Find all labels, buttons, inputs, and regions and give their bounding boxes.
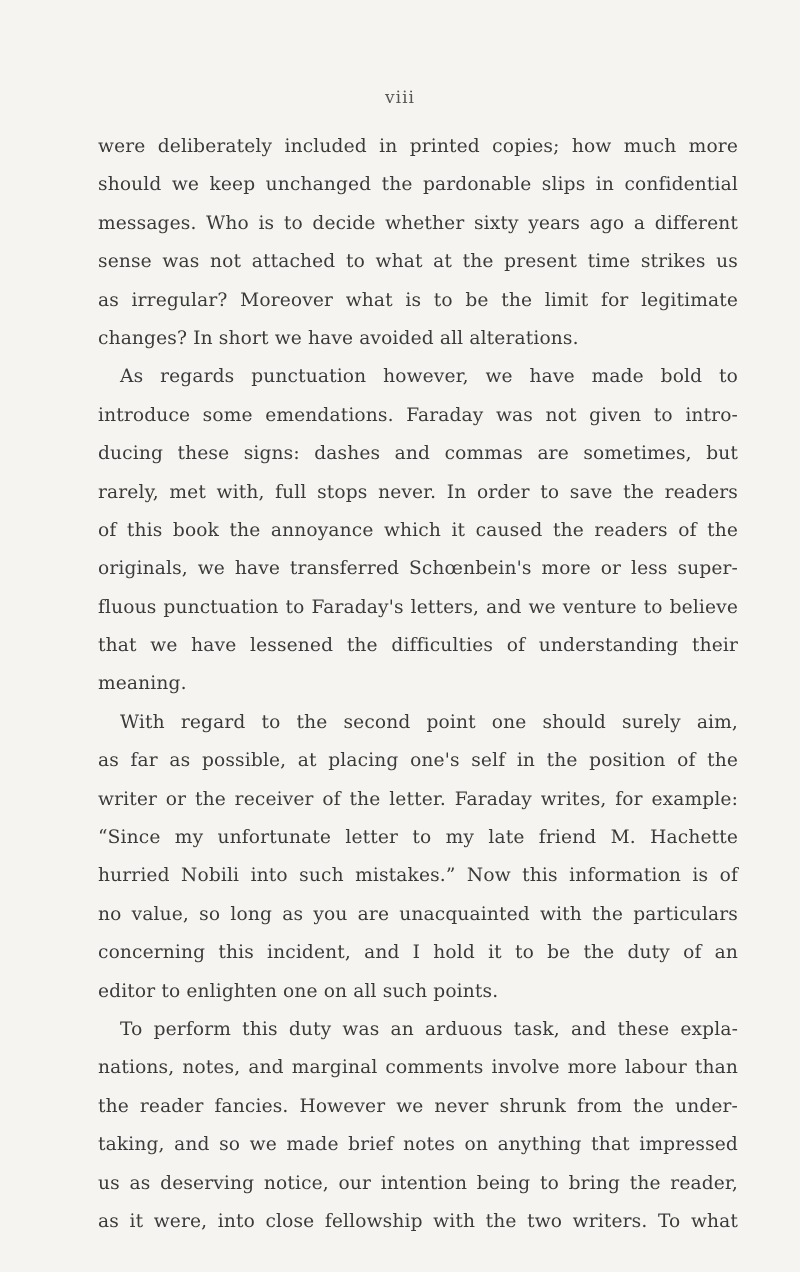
text-line: ducing these signs: dashes and commas are sometimes, but — [98, 443, 738, 465]
text-line: as irregular? Moreover what is to be the limit for legitimate — [98, 289, 738, 311]
text-line: messages. Who is to decide whether sixty years ago a different — [98, 212, 738, 234]
text-line: changes? In short we have avoided all alterations. — [98, 327, 579, 349]
text-line: no value, so long as you are unacquainted with the particulars — [98, 903, 738, 925]
text-line: With regard to the second point one should surely aim, — [120, 711, 738, 733]
paragraph — [98, 358, 738, 704]
text-line: were deliberately included in printed copies; how much more — [98, 136, 738, 157]
text-line: hurried Nobili into such mistakes.” Now this information is of — [98, 865, 738, 887]
text-line: rarely, met with, full stops never. In order to save the readers — [98, 481, 738, 503]
text-line: As regards punctuation however, we have made bold to — [120, 366, 738, 388]
paragraph — [98, 128, 738, 358]
text-line: writer or the receiver of the letter. Faraday writes, for example: — [98, 788, 738, 810]
text-line: the reader fancies. However we never shrunk from the under- — [98, 1095, 738, 1117]
text-line: of this book the annoyance which it caused the readers of the — [98, 519, 738, 541]
text-line: To perform this duty was an arduous task, and these expla- — [120, 1018, 738, 1040]
text-line: sense was not attached to what at the present time strikes us — [98, 251, 738, 273]
text-line: as it were, into close fellowship with the two writers. To what — [98, 1210, 738, 1232]
text-line: fluous punctuation to Faraday's letters, and we venture to believe — [98, 596, 738, 618]
text-line: should we keep unchanged the pardonable slips in confidential — [98, 174, 738, 196]
text-line: us as deserving notice, our intention being to bring the reader, — [98, 1172, 738, 1194]
text-line: nations, notes, and marginal comments involve more labour than — [98, 1057, 738, 1079]
text-line: meaning. — [98, 673, 187, 695]
text-line: as far as possible, at placing one's self in the position of the — [98, 750, 738, 772]
body-text — [98, 128, 738, 1241]
text-line: editor to enlighten one on all such points. — [98, 980, 499, 1002]
text-line: taking, and so we made brief notes on anything that impressed — [98, 1134, 738, 1156]
text-line: that we have lessened the difficulties of understanding their — [98, 635, 738, 657]
page-number: viii — [385, 88, 415, 108]
paragraph — [98, 1011, 738, 1241]
paragraph — [98, 704, 738, 1011]
text-line: introduce some emendations. Faraday was not given to intro- — [98, 404, 738, 426]
text-line: “Since my unfortunate letter to my late friend M. Hachette — [98, 827, 738, 849]
text-line: concerning this incident, and I hold it to be the duty of an — [98, 942, 738, 964]
text-line: originals, we have transferred Schœnbein's more or less super- — [98, 558, 738, 580]
